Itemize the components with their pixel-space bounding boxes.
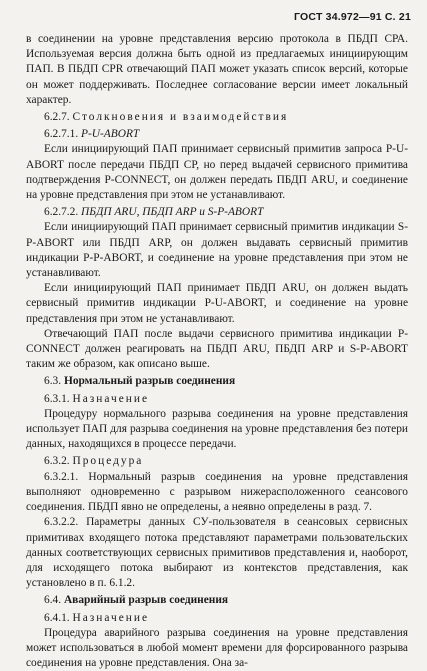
section-number: 6.2.7.2. [44, 206, 79, 219]
section-title: ПБДП ARU, ПБДП ARP и S-P-ABORT [81, 206, 264, 219]
continued-paragraph: в соединении на уровне представления версию протокола в ПБДП СРА. Используемая версия должна быть одной из предлагаемых инициирующим ПАП. В ПБДП CPR отвечающий ПАП может указать список версий, которые он может поддерживать. Последнее согласование версии имеет локальный характер. [26, 33, 408, 106]
paragraph: Если инициирующий ПАП принимает сервисный примитив запроса P-U-ABORT после передачи ПБДП СР, но перед выдачей сервисного примитива подтверждения P-CONNECT, он должен передать ПБДП ARU, и соединение на уровне представления при этом не устанавливают. [26, 143, 408, 202]
subsection-heading [26, 127, 408, 142]
section-number: 6.3. [44, 375, 62, 388]
section-title: Назначение [72, 611, 150, 624]
document-body [26, 32, 408, 671]
section-heading [26, 374, 408, 389]
paragraph: Процедура аварийного разрыва соединения на уровне представления может использоваться в любой момент времени для форсированного разрыва соединения на уровне представления. Она за- [26, 626, 408, 670]
section-number: 6.3.2. [44, 455, 70, 468]
paragraph: 6.3.2.2. Параметры данных СУ-пользователя в сеансовых сервисных примитивах входящего потока представляют параметрами пользовательских данных соответствующих сервисных примитивов представления и, наоборот, для исходящего потока выбирают из контекстов представления, как установлено в п. 6.1.2. [26, 516, 408, 590]
section-title: Назначение [72, 392, 150, 405]
section-title: Столкновения и взаимодействия [72, 111, 289, 124]
paragraph: 6.3.2.1. Нормальный разрыв соединения на уровне представления выполняют одновременно с разрывом нижерасположенного сеансового соединения. ПБДП явно не определены, а неявно определены в разд. 7. [26, 470, 408, 514]
section-number: 6.4.1. [44, 611, 70, 624]
paragraph: Если инициирующий ПАП принимает ПБДП ARU, он должен выдать сервисный примитив индикации P-U-ABORT, и соединение на уровне представления при этом не устанавливают. [26, 282, 408, 325]
section-title: Процедура [72, 455, 144, 468]
section-number: 6.4. [44, 594, 62, 607]
subsection-heading [26, 454, 408, 469]
section-title: Нормальный разрыв соединения [63, 375, 236, 388]
subsection-heading [26, 205, 408, 220]
section-heading [26, 593, 408, 608]
paragraph: Если инициирующий ПАП принимает сервисный примитив индикации S-P-ABORT или ПБДП ARP, он должен выдавать сервисный примитив индикации P-P-ABORT, и соединение на уровне представления при этом не устанавливают. [26, 221, 408, 280]
section-title: P-U-ABORT [81, 128, 140, 141]
paragraph: Процедуру нормального разрыва соединения на уровне представления использует ПАП для разрыва соединения на уровне представления без потери данных, находящихся в процессе передачи. [26, 407, 408, 451]
section-number: 6.2.7.1. [44, 128, 79, 141]
running-header: ГОСТ 34.972—91 С. 21 [294, 11, 411, 23]
section-heading [26, 110, 408, 125]
section-number: 6.2.7. [44, 111, 70, 124]
paragraph: Отвечающий ПАП после выдачи сервисного примитива индикации P-CONNECT должен реагировать на ПБДП ARU, ПБДП ARP и S-P-ABORT таким же образом, как описано выше. [26, 327, 408, 371]
subsection-heading [26, 611, 408, 626]
subsection-heading [26, 392, 408, 407]
section-number: 6.3.1. [44, 392, 70, 405]
section-title: Аварийный разрыв соединения [63, 594, 229, 607]
